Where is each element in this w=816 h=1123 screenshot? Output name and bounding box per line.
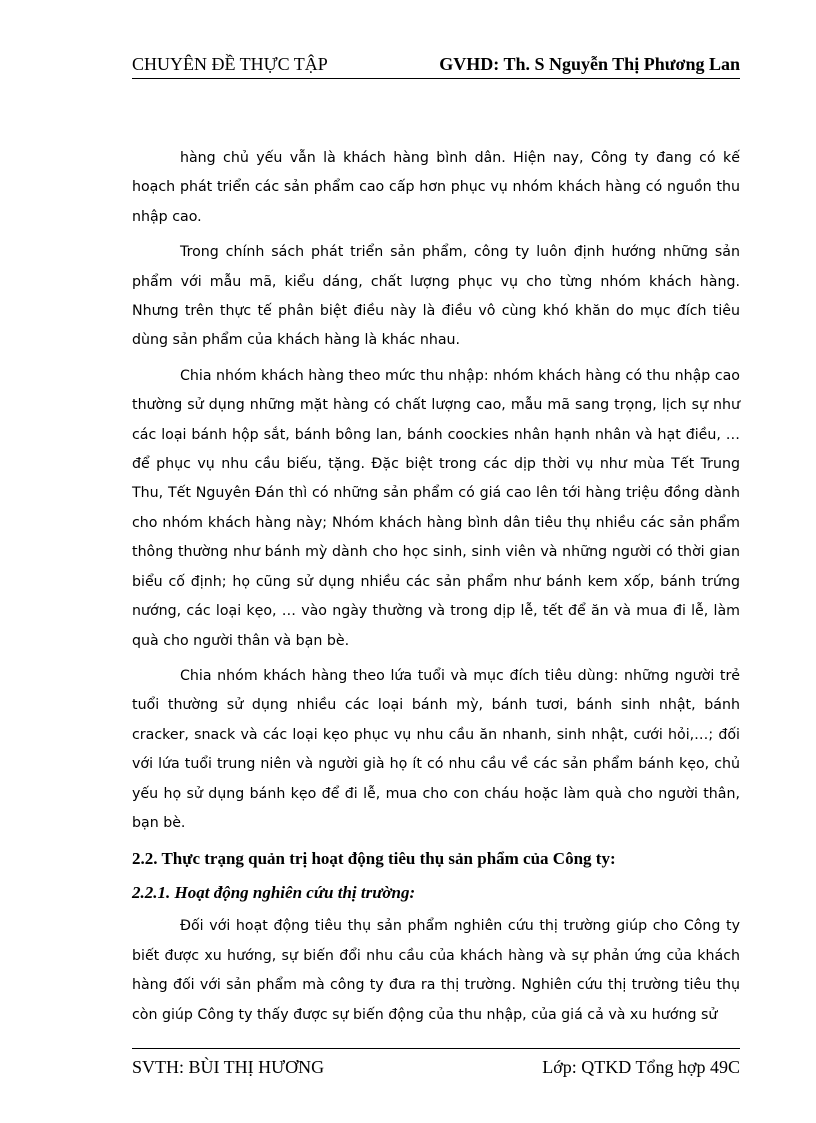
body-text [132,144,740,1036]
paragraph-1: hàng chủ yếu vẫn là khách hàng bình dân. Hiện nay, Công ty đang có kế hoạch phát triển các sản phẩm cao cấp hơn phục vụ nhóm khách hàng có nguồn thu nhập cao. [132,150,740,225]
footer-student: SVTH: BÙI THỊ HƯƠNG [132,1057,325,1077]
header-title: CHUYÊN ĐỀ THỰC TẬP [132,54,328,74]
footer-class: Lớp: QTKD Tổng hợp 49C [542,1057,740,1077]
paragraph-4: Chia nhóm khách hàng theo lứa tuổi và mục đích tiêu dùng: những người trẻ tuổi thường sử dụng nhiều các loại bánh mỳ, bánh tươi, bánh sinh nhật, bánh cracker, snack và các loại kẹo phục vụ nhu cầu ăn nhanh, sinh nhật, cưới hỏi,…; đối với lứa tuổi trung niên và người già họ ít có nhu cầu về các sản phẩm bánh kẹo, chủ yếu họ sử dụng bánh kẹo để đi lễ, mua cho con cháu hoặc làm quà cho người thân, bạn bè. [132,667,740,831]
paragraph-3: Chia nhóm khách hàng theo mức thu nhập: nhóm khách hàng có thu nhập cao thường sử dụng những mặt hàng có chất lượng cao, mẫu mã sang trọng, lịch sự như các loại bánh hộp sắt, bánh bông lan, bánh coockies nhân hạnh nhân và hạt điều, … để phục vụ nhu cầu biếu, tặng. Đặc biệt trong các dịp thời vụ như mùa Tết Trung Thu, Tết Nguyên Đán thì có những sản phẩm có giá cao lên tới hàng triệu đồng dành cho nhóm khách hàng này; Nhóm khách hàng bình dân tiêu thụ nhiều các sản phẩm thông thường như bánh mỳ dành cho học sinh, sinh viên và những người có thời gian biểu cố định; họ cũng sử dụng nhiều các sản phẩm như bánh kem xốp, bánh trứng nướng, các loại kẹo, … vào ngày thường và trong dịp lễ, tết để ăn và mua đi lễ, làm quà cho người thân và bạn bè. [132,367,740,649]
paragraph-2: Trong chính sách phát triển sản phẩm, công ty luôn định hướng những sản phẩm với mẫu mã, kiểu dáng, chất lượng phục vụ cho từng nhóm khách hàng. Nhưng trên thực tế phân biệt điều này là điều vô cùng khó khăn do mục đích tiêu dùng sản phẩm của khách hàng là khác nhau. [132,244,740,349]
header-advisor: GVHD: Th. S Nguyễn Thị Phương Lan [439,54,740,74]
subsection-heading: 2.2.1. Hoạt động nghiên cứu thị trường: [132,883,416,903]
section-heading: 2.2. Thực trạng quản trị hoạt động tiêu thụ sản phẩm của Công ty: [132,849,616,869]
page-footer [132,1048,740,1075]
paragraph-5: Đối với hoạt động tiêu thụ sản phẩm nghiên cứu thị trường giúp cho Công ty biết được xu hướng, sự biến đổi nhu cầu của khách hàng và sự phản ứng của khách hàng đối với sản phẩm mà công ty đưa ra thị trường. Nghiên cứu thị trường tiêu thụ còn giúp Công ty thấy được sự biến động của thu nhập, của giá cả và xu hướng sử [132,918,740,1023]
page-header [132,54,740,79]
